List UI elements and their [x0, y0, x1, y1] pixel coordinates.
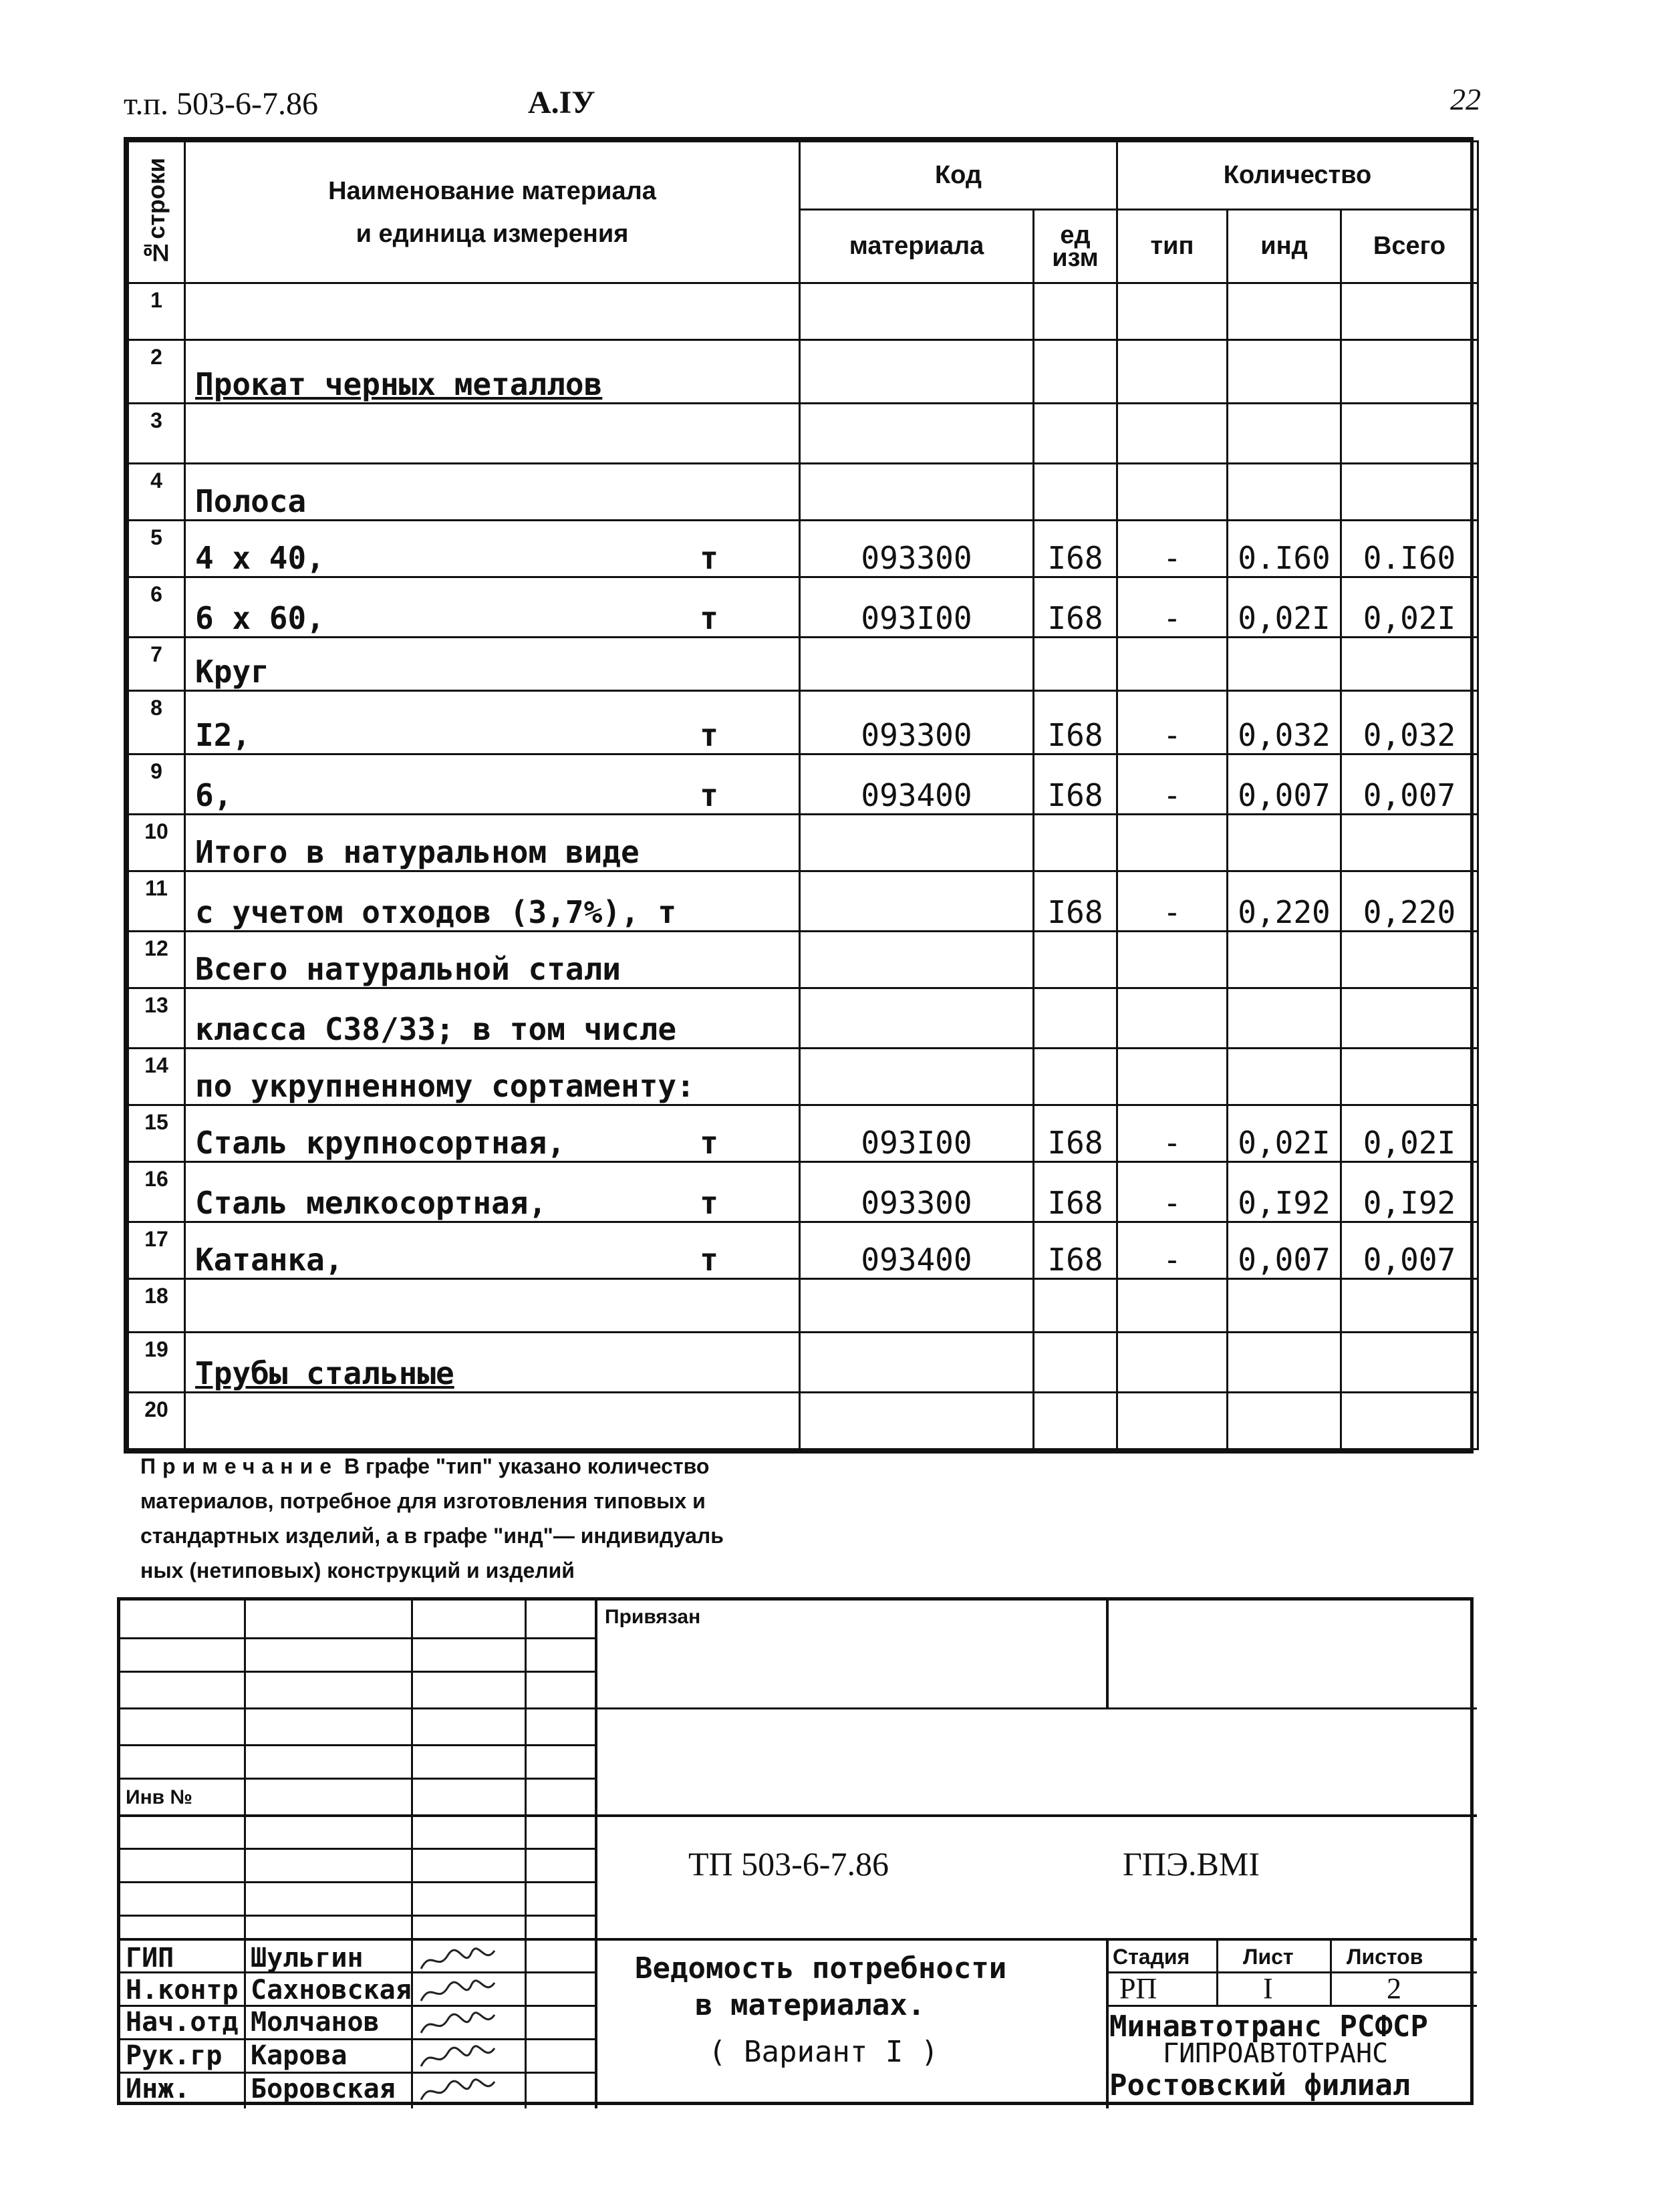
row-number: 6	[128, 577, 185, 638]
material-name-text: Полоса	[195, 483, 307, 519]
material-name	[185, 1049, 800, 1105]
material-name	[185, 754, 800, 815]
material-code	[800, 815, 1034, 871]
material-name-text: Трубы стальные	[195, 1355, 454, 1391]
material-name	[185, 1222, 800, 1279]
material-code: 093I00	[800, 1105, 1034, 1162]
total-quantity: 0.I60	[1341, 521, 1478, 577]
type-quantity: -	[1117, 871, 1228, 932]
type-quantity	[1117, 932, 1228, 988]
material-code	[800, 932, 1034, 988]
material-code	[800, 340, 1034, 404]
row-number: 1	[128, 283, 185, 340]
org-line-1: Минавтотранс РСФСР	[1109, 2010, 1428, 2044]
unit-code	[1034, 1279, 1117, 1333]
unit-code	[1034, 340, 1117, 404]
material-name	[185, 1279, 800, 1333]
name-header: Наименование материала и единица измерения	[185, 142, 800, 283]
unit-code: I68	[1034, 1105, 1117, 1162]
material-code	[800, 1049, 1034, 1105]
table-row	[128, 638, 1478, 691]
individual-quantity	[1228, 1333, 1341, 1393]
title-line-3: ( Вариант I )	[708, 2035, 939, 2069]
material-code: 093I00	[800, 577, 1034, 638]
table-row	[128, 577, 1478, 638]
total-quantity: 0,220	[1341, 871, 1478, 932]
individual-quantity	[1228, 1049, 1341, 1105]
signatory-name: Шульгин	[251, 1943, 364, 1973]
signatory-name: Сахновская	[251, 1975, 412, 2006]
total-quantity	[1341, 1049, 1478, 1105]
type-quantity	[1117, 638, 1228, 691]
type-quantity	[1117, 283, 1228, 340]
unit-code: I68	[1034, 577, 1117, 638]
type-quantity: -	[1117, 521, 1228, 577]
total-quantity	[1341, 464, 1478, 521]
unit-label: т	[700, 777, 718, 813]
individual-quantity: 0,I92	[1228, 1162, 1341, 1222]
table-row	[128, 1105, 1478, 1162]
signatory-name: Боровская	[251, 2074, 396, 2104]
material-name-text: Всего натуральной стали	[195, 951, 621, 987]
row-number: 18	[128, 1279, 185, 1333]
material-name	[185, 1105, 800, 1162]
individual-quantity: 0.I60	[1228, 521, 1341, 577]
material-name-text: по укрупненному сортаменту:	[195, 1068, 695, 1104]
total-quantity	[1341, 340, 1478, 404]
individual-quantity	[1228, 638, 1341, 691]
individual-quantity: 0,032	[1228, 691, 1341, 754]
row-number: 3	[128, 404, 185, 464]
table-row	[128, 340, 1478, 404]
note-line-4: ных (нетиповых) конструкций и изделий	[140, 1558, 575, 1582]
unit-header: ед изм	[1034, 210, 1117, 283]
unit-label: т	[700, 1125, 718, 1161]
signatory-role: Н.контр	[126, 1975, 239, 2006]
material-name-text: Сталь мелкосортная,	[195, 1185, 547, 1221]
unit-code	[1034, 815, 1117, 871]
material-code-header: материала	[800, 210, 1034, 283]
row-number: 9	[128, 754, 185, 815]
table-row	[128, 815, 1478, 871]
material-name-text: 4 x 40,	[195, 540, 325, 576]
row-number: 19	[128, 1333, 185, 1393]
type-quantity	[1117, 1049, 1228, 1105]
total-quantity	[1341, 638, 1478, 691]
unit-code	[1034, 988, 1117, 1049]
total-quantity	[1341, 283, 1478, 340]
signature-icon	[418, 2043, 498, 2074]
individual-quantity: 0,007	[1228, 1222, 1341, 1279]
total-quantity: 0,02I	[1341, 577, 1478, 638]
total-quantity	[1341, 404, 1478, 464]
signatory-role: Инж.	[126, 2074, 190, 2104]
stage-label: Стадия	[1113, 1945, 1190, 1969]
signature-icon	[418, 2076, 498, 2107]
type-quantity: -	[1117, 1162, 1228, 1222]
unit-label: т	[700, 1242, 718, 1278]
note-line-1	[140, 1449, 1183, 1484]
material-name	[185, 1333, 800, 1393]
type-quantity	[1117, 1279, 1228, 1333]
unit-code	[1034, 1333, 1117, 1393]
table-row	[128, 464, 1478, 521]
title-line-1: Ведомость потребности	[635, 1951, 1007, 1985]
note-line-3: стандартных изделий, а в графе "инд"— индивидуаль	[140, 1524, 724, 1548]
material-code	[800, 464, 1034, 521]
page-number: 22	[1450, 82, 1481, 116]
total-quantity	[1341, 1333, 1478, 1393]
total-qty-header: Всего	[1341, 210, 1478, 283]
sheet-code: ГПЭ.ВМI	[1123, 1845, 1260, 1883]
material-name	[185, 521, 800, 577]
material-code	[800, 871, 1034, 932]
unit-code	[1034, 932, 1117, 988]
row-number: 14	[128, 1049, 185, 1105]
material-name-text: Круг	[195, 654, 269, 690]
inventory-number-label: Инв №	[126, 1786, 192, 1808]
signatory-role: Нач.отд	[126, 2007, 239, 2038]
table-row	[128, 988, 1478, 1049]
row-number: 20	[128, 1393, 185, 1449]
table-row	[128, 1279, 1478, 1333]
material-name	[185, 871, 800, 932]
material-name	[185, 691, 800, 754]
material-code: 093300	[800, 521, 1034, 577]
total-quantity	[1341, 1393, 1478, 1449]
row-number: 15	[128, 1105, 185, 1162]
row-number: 17	[128, 1222, 185, 1279]
individual-quantity	[1228, 464, 1341, 521]
unit-label: т	[700, 1185, 718, 1221]
individual-quantity	[1228, 988, 1341, 1049]
unit-code	[1034, 638, 1117, 691]
material-name	[185, 932, 800, 988]
material-name-text: Сталь крупносортная,	[195, 1125, 565, 1161]
material-name	[185, 815, 800, 871]
row-number: 8	[128, 691, 185, 754]
individual-quantity	[1228, 404, 1341, 464]
note-text-1: В графе "тип" указано количество	[343, 1454, 710, 1478]
individual-quantity: 0,02I	[1228, 1105, 1341, 1162]
material-name	[185, 464, 800, 521]
row-number: 12	[128, 932, 185, 988]
type-quantity	[1117, 464, 1228, 521]
unit-code: I68	[1034, 871, 1117, 932]
material-code	[800, 1393, 1034, 1449]
material-name	[185, 283, 800, 340]
album-number: А.IУ	[528, 85, 595, 120]
material-name	[185, 340, 800, 404]
material-name-text: класса С38/33; в том числе	[195, 1011, 677, 1047]
individual-quantity	[1228, 340, 1341, 404]
material-name-text: Итого в натуральном виде	[195, 834, 640, 870]
table-row	[128, 932, 1478, 988]
type-quantity	[1117, 404, 1228, 464]
individual-quantity: 0,220	[1228, 871, 1341, 932]
type-qty-header: тип	[1117, 210, 1228, 283]
material-code: 093300	[800, 1162, 1034, 1222]
total-quantity: 0,02I	[1341, 1105, 1478, 1162]
total-quantity: 0,032	[1341, 691, 1478, 754]
material-name-text: I2,	[195, 717, 251, 753]
type-quantity: -	[1117, 1222, 1228, 1279]
material-name	[185, 577, 800, 638]
material-code	[800, 988, 1034, 1049]
document-code: ТП 503-6-7.86	[688, 1845, 889, 1883]
table-row	[128, 1333, 1478, 1393]
material-code	[800, 404, 1034, 464]
signatory-role: Рук.гр	[126, 2040, 223, 2071]
unit-code: I68	[1034, 1162, 1117, 1222]
row-number: 7	[128, 638, 185, 691]
individual-qty-header: инд	[1228, 210, 1341, 283]
material-name-text: Катанка,	[195, 1242, 343, 1278]
materials-table	[124, 137, 1474, 1454]
org-line-2: ГИПРОАВТОТРАНС	[1163, 2038, 1389, 2069]
code-group-header: Код	[800, 142, 1117, 210]
materials-grid	[127, 140, 1479, 1450]
total-quantity	[1341, 988, 1478, 1049]
material-name	[185, 638, 800, 691]
individual-quantity	[1228, 1279, 1341, 1333]
total-quantity: 0,007	[1341, 1222, 1478, 1279]
title-block	[117, 1597, 1474, 2105]
row-number-header	[128, 142, 185, 283]
sheets-label: Листов	[1347, 1945, 1423, 1969]
type-quantity	[1117, 1393, 1228, 1449]
unit-code: I68	[1034, 754, 1117, 815]
total-quantity: 0,007	[1341, 754, 1478, 815]
table-row	[128, 1162, 1478, 1222]
total-quantity: 0,I92	[1341, 1162, 1478, 1222]
table-row	[128, 1049, 1478, 1105]
material-name	[185, 1393, 800, 1449]
material-name-text: с учетом отходов (3,7%), т	[195, 894, 677, 930]
material-code	[800, 283, 1034, 340]
unit-code	[1034, 1049, 1117, 1105]
note-title: Примечание	[140, 1454, 339, 1478]
material-name-text: 6,	[195, 777, 233, 813]
row-number-header-label: №строки	[142, 158, 170, 267]
material-code: 093400	[800, 1222, 1034, 1279]
privyazan-label: Привязан	[605, 1606, 701, 1628]
individual-quantity	[1228, 932, 1341, 988]
row-number: 13	[128, 988, 185, 1049]
table-row	[128, 1393, 1478, 1449]
table-row	[128, 283, 1478, 340]
unit-code: I68	[1034, 691, 1117, 754]
title-line-2: в материалах.	[695, 1988, 926, 2022]
row-number: 11	[128, 871, 185, 932]
type-quantity: -	[1117, 577, 1228, 638]
unit-code: I68	[1034, 1222, 1117, 1279]
type-quantity: -	[1117, 754, 1228, 815]
type-quantity	[1117, 988, 1228, 1049]
total-quantity	[1341, 932, 1478, 988]
signature-icon	[418, 2010, 498, 2040]
material-name	[185, 988, 800, 1049]
individual-quantity: 0,007	[1228, 754, 1341, 815]
unit-code	[1034, 1393, 1117, 1449]
material-code	[800, 1279, 1034, 1333]
individual-quantity	[1228, 815, 1341, 871]
total-quantity	[1341, 1279, 1478, 1333]
material-code: 093400	[800, 754, 1034, 815]
quantity-group-header: Количество	[1117, 142, 1478, 210]
row-number: 4	[128, 464, 185, 521]
sheet-value: I	[1263, 1972, 1273, 2005]
type-quantity: -	[1117, 1105, 1228, 1162]
material-name-text: 6 x 60,	[195, 600, 325, 636]
table-row	[128, 691, 1478, 754]
document-reference: т.п. 503-6-7.86	[124, 86, 319, 122]
unit-label: т	[700, 540, 718, 576]
note-line-2: материалов, потребное для изготовления типовых и	[140, 1489, 706, 1513]
signature-icon	[418, 1945, 498, 1976]
unit-code	[1034, 283, 1117, 340]
row-number: 5	[128, 521, 185, 577]
table-row	[128, 754, 1478, 815]
individual-quantity	[1228, 283, 1341, 340]
org-line-3: Ростовский филиал	[1109, 2068, 1411, 2102]
unit-code	[1034, 464, 1117, 521]
signature-icon	[418, 1977, 498, 2008]
material-name	[185, 1162, 800, 1222]
signatory-name: Молчанов	[251, 2007, 380, 2038]
row-number: 10	[128, 815, 185, 871]
material-name-text: Прокат черных металлов	[195, 366, 603, 402]
table-row	[128, 404, 1478, 464]
signatory-role: ГИП	[126, 1943, 174, 1973]
unit-code: I68	[1034, 521, 1117, 577]
table-row	[128, 1222, 1478, 1279]
unit-code	[1034, 404, 1117, 464]
individual-quantity: 0,02I	[1228, 577, 1341, 638]
sheets-value: 2	[1387, 1972, 1401, 2005]
table-row	[128, 521, 1478, 577]
individual-quantity	[1228, 1393, 1341, 1449]
signatory-name: Карова	[251, 2040, 348, 2071]
row-number: 16	[128, 1162, 185, 1222]
material-name	[185, 404, 800, 464]
note	[140, 1449, 1183, 1588]
type-quantity	[1117, 1333, 1228, 1393]
total-quantity	[1341, 815, 1478, 871]
sheet-label: Лист	[1243, 1945, 1294, 1969]
stage-value: РП	[1119, 1972, 1157, 2005]
unit-label: т	[700, 717, 718, 753]
material-code	[800, 638, 1034, 691]
type-quantity: -	[1117, 691, 1228, 754]
unit-label: т	[700, 600, 718, 636]
row-number: 2	[128, 340, 185, 404]
type-quantity	[1117, 340, 1228, 404]
table-row	[128, 871, 1478, 932]
material-code	[800, 1333, 1034, 1393]
material-code: 093300	[800, 691, 1034, 754]
type-quantity	[1117, 815, 1228, 871]
